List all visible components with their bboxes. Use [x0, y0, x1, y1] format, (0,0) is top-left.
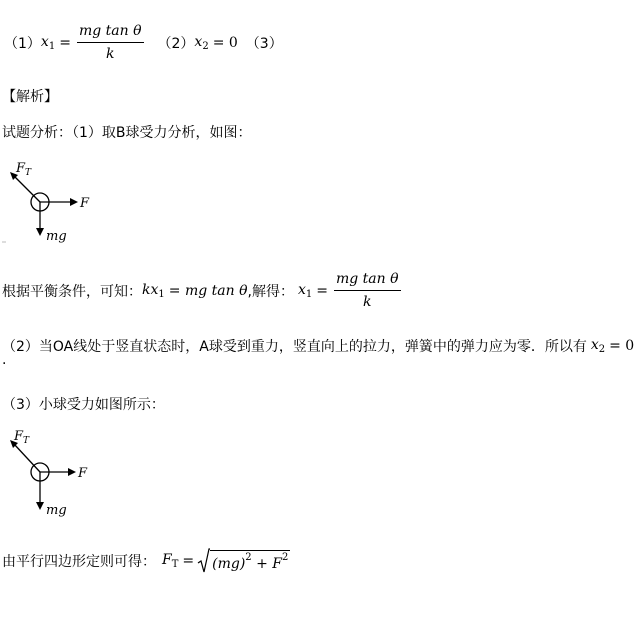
- part2-text: （2）当OA线处于竖直状态时，A球受到重力，竖直向上的拉力，弹簧中的弹力应为零．所以有: [2, 339, 587, 355]
- balance-prefix: 根据平衡条件，可知：: [2, 283, 142, 300]
- answers-line: [4, 22, 283, 63]
- diagram-1-force-arrow: [40, 198, 78, 206]
- diagram-2-force-arrow: [40, 468, 76, 476]
- section-title: 【解析】: [2, 89, 58, 105]
- balance-eq-right: = mg tan θ: [168, 282, 248, 299]
- solve-lhs: $x_1$: [297, 281, 313, 300]
- answer-1-denominator: k: [105, 46, 115, 62]
- final-eq: =: [182, 553, 195, 569]
- part2-period: .: [2, 352, 7, 368]
- solve-numerator: mg tan θ: [334, 270, 401, 291]
- solve-eq: =: [316, 282, 328, 299]
- part2-rhs: = 0: [609, 338, 634, 354]
- solve-denominator: k: [363, 294, 372, 310]
- answer-1-label: （1）: [4, 35, 41, 52]
- diagram-1-weight-arrow: [36, 202, 44, 236]
- diagram-2-weight-arrow: [36, 472, 44, 510]
- answer-2-label: （2）: [157, 35, 195, 52]
- answer-1-numerator: mg tan θ: [77, 22, 144, 43]
- solve-fraction: [334, 270, 401, 311]
- diagram-1-tension-label: $F_T$: [16, 161, 32, 178]
- part2-lhs: $x_2$: [590, 337, 606, 355]
- answer-1-lhs: $x_1$: [40, 33, 56, 52]
- final-sqrt-body: $(mg)^2 + F^2$: [212, 552, 289, 572]
- balance-eq-left: $kx_1$: [142, 281, 165, 300]
- diagram-2-tension-label: $F_T$: [14, 429, 30, 446]
- final-lhs: $F_T$: [162, 552, 179, 570]
- force-diagram-1: [0, 152, 120, 252]
- answer-3-label: （3）: [245, 35, 283, 52]
- balance-line: [2, 270, 403, 311]
- sqrt-icon: [198, 548, 210, 574]
- part2-line: [2, 336, 634, 356]
- answer-1-fraction: [77, 22, 144, 63]
- diagram-1-weight-label: mg: [46, 229, 67, 244]
- diagram-1-force-label: F: [80, 196, 90, 211]
- force-diagram-2: [0, 424, 120, 524]
- final-sqrt: [198, 548, 290, 574]
- answer-2-lhs: $x_2$: [194, 33, 209, 52]
- answer-1-eq: =: [59, 34, 71, 51]
- diagram-2-force-label: F: [78, 466, 88, 481]
- final-line: [2, 548, 290, 574]
- diagram-2-weight-label: mg: [46, 503, 67, 518]
- analysis-intro: 试题分析：（1）取B球受力分析，如图：: [2, 125, 252, 141]
- final-prefix: 由平行四边形定则可得：: [2, 554, 156, 570]
- balance-solve-label: ,解得：: [247, 283, 294, 300]
- part3-intro: （3）小球受力如图所示：: [2, 397, 165, 413]
- answer-2-rhs: = 0: [212, 34, 238, 51]
